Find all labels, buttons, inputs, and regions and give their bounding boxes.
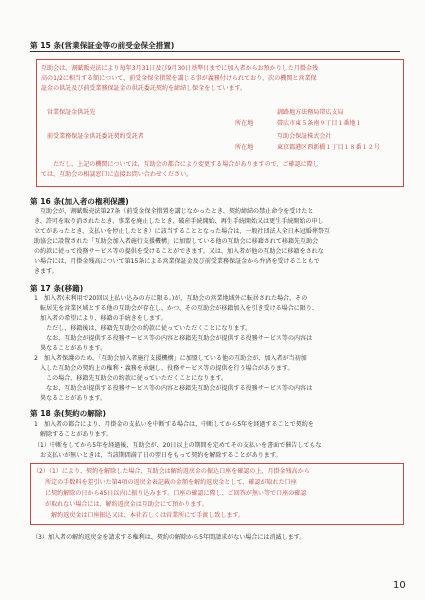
org1-name-right: 釧路地方法務局帯広支局 bbox=[277, 109, 344, 116]
article-16-line-2: き、許可を取り消されたとき、事業を廃止したとき、破産手続開始、再生手続開始又は更生手続開始の申し bbox=[34, 218, 324, 225]
article-17-line-3: 加入者の希望により、移籍の手続きをします。 bbox=[34, 315, 167, 322]
article-18-line-1: 1 加入者の都合により、月掛金の支払いを中断する場合は、中断してから5年を経過することで契約を bbox=[34, 421, 314, 428]
article-18-boxed-clause bbox=[30, 463, 404, 525]
article-17-line-11: 異なることがあります。 bbox=[34, 395, 107, 402]
article-17-line-10: なお、互助会が提供する役務サービス等の内容と移籍先互助会が提供する役務サービス等の内容は bbox=[34, 385, 313, 392]
article-16-line-4: 助協会に設置された「互助会加入者施行支援機構」に加盟している他の互助会に移籍されて移籍先互助会 bbox=[34, 238, 319, 245]
article-17-line-5: なお、互助会が提供する役務サービス等の内容と移籍先互助会が提供する役務サービス等の内容は bbox=[34, 335, 313, 342]
org2-name: 前受業務保証金供託委託契約受託者 bbox=[47, 133, 144, 140]
article-18-line-4: お支払いが無いときは、当該期間満了日の翌日をもって契約を解除することがあります。 bbox=[34, 452, 282, 459]
boxed-line-3: に契約解除の日から45日以内に振り込みます。口座の確認に際し、ご回答が無い等で口座の確認 bbox=[33, 490, 307, 497]
article-18-clause-3: （3）加入者の解約返戻金を請求する権利は、契約の解除から5年間請求がない場合には消滅します。 bbox=[32, 534, 306, 541]
article-15-line-2: 高の1/2に相当する額について、前受金保全措置を講じる事が義務付けられており、次の機関と営業保 bbox=[41, 75, 317, 82]
boxed-line-4: が取れない場合には、解約返戻金は互助会にて預かります。 bbox=[33, 501, 208, 508]
article-17-line-2: 転居先を営業区域とする他の互助会が存在し、かつ、その互助会が移籍加入を引き受ける場合に限り、 bbox=[34, 305, 318, 312]
article-16-line-1: 互助会が、割賦販売法第27条（前受金保全措置を講じなかったとき、契約締結の禁止命令を受けたと bbox=[40, 208, 314, 215]
article-16-line-6: い場合には、月掛金残高について第15条による営業保証金及び前受業務保証金から弁済を受けることもで bbox=[34, 258, 320, 265]
page-number: 10 bbox=[393, 580, 406, 591]
article-16-heading: 第 16 条(加入者の権利保護) bbox=[30, 197, 129, 206]
article-17-line-1: 1 加入者(未利用で20回以上払い込みの方に限る。)が、互助会の営業地域外に転居された場合、その bbox=[34, 295, 308, 302]
org2-name-right: 互助会保証株式会社 bbox=[277, 133, 332, 140]
boxed-line-5: 解約返戻金は口座振込又は、本社若しくは営業所にて手渡し致します。 bbox=[33, 512, 245, 519]
article-17-line-6: 異なることがあります。 bbox=[34, 345, 107, 352]
article-15-line-3: 証金の供託及び前受業務保証金の供託委託契約を締結し保全をしています。 bbox=[41, 85, 247, 92]
org1-address: 帯広市東５条南９丁目１番地１ bbox=[277, 120, 362, 127]
org2-address: 東京都港区西新橋１丁目１８番１２号 bbox=[277, 144, 380, 151]
article-17-line-4: ただし、移籍後は、移籍先互助会の約款に従っていただくことになります。 bbox=[34, 325, 252, 332]
article-15-heading: 第 15 条(営業保証金等の前受金保全措置) bbox=[30, 41, 175, 50]
boxed-line-1: （2）（1）により、契約を解除した場合、互助会は解約返戻金の振込口座を確認の上、月掛金残高から bbox=[33, 468, 310, 475]
article-15-line-1: 互助会は、割賦販売法により毎年3月31日及び9月30日基準日までに加入者からお預かりした月掛金残 bbox=[41, 65, 319, 72]
article-15-note-2: ては、互助会の相談窓口に直接お問い合わせください。 bbox=[41, 171, 193, 178]
article-16-line-7: きます。 bbox=[34, 268, 58, 275]
boxed-line-2: 所定の手数料を差引いた第4項の返戻金表記載の金額を解約返戻金として、確認が取れた口座 bbox=[33, 479, 297, 486]
article-17-line-8: 入した互助会の契約上の権利・義務を承継し、役務サービス等の提供を行う場合があります。 bbox=[34, 365, 294, 372]
article-16-line-3: 立てがあったとき、支払いを停止したとき）に該当することとなった場合は、一般社団法人全日本冠婚葬祭互 bbox=[34, 228, 330, 235]
org2-location-label: 所在地 bbox=[235, 144, 254, 151]
article-18-line-2: 解除することがあります。 bbox=[34, 431, 113, 438]
org1-location-label: 所在地 bbox=[235, 120, 254, 127]
article-15-box bbox=[36, 59, 404, 187]
article-17-line-9: この場合、移籍先互助会の約款に従っていただくことになります。 bbox=[34, 375, 228, 382]
article-15-note-1: ただし、上記の機関については、互助会の都合により変更する場合がありますので、ご確認に際し bbox=[53, 161, 319, 168]
article-17-heading: 第 17 条(移籍) bbox=[30, 284, 84, 293]
article-17-line-7: 2 加入者保護のため、「互助会加入者施行支援機構」に加盟している他の互助会が、加入者が当初加 bbox=[34, 355, 307, 362]
article-18-heading: 第 18 条(契約の解除) bbox=[30, 409, 106, 418]
article-16-line-5: の約款に従って役務サービス等の提供を受けることができます。又は、加入者が他の互助会に移籍をされな bbox=[34, 248, 324, 255]
article-18-line-3: （1）中断をしてから5年を経過後、互助会が、20日以上の期間を定めてその支払いを書面で催告してもな bbox=[34, 442, 322, 449]
org1-name: 営業保証金供託先 bbox=[47, 109, 96, 116]
heading-divider bbox=[30, 51, 400, 52]
